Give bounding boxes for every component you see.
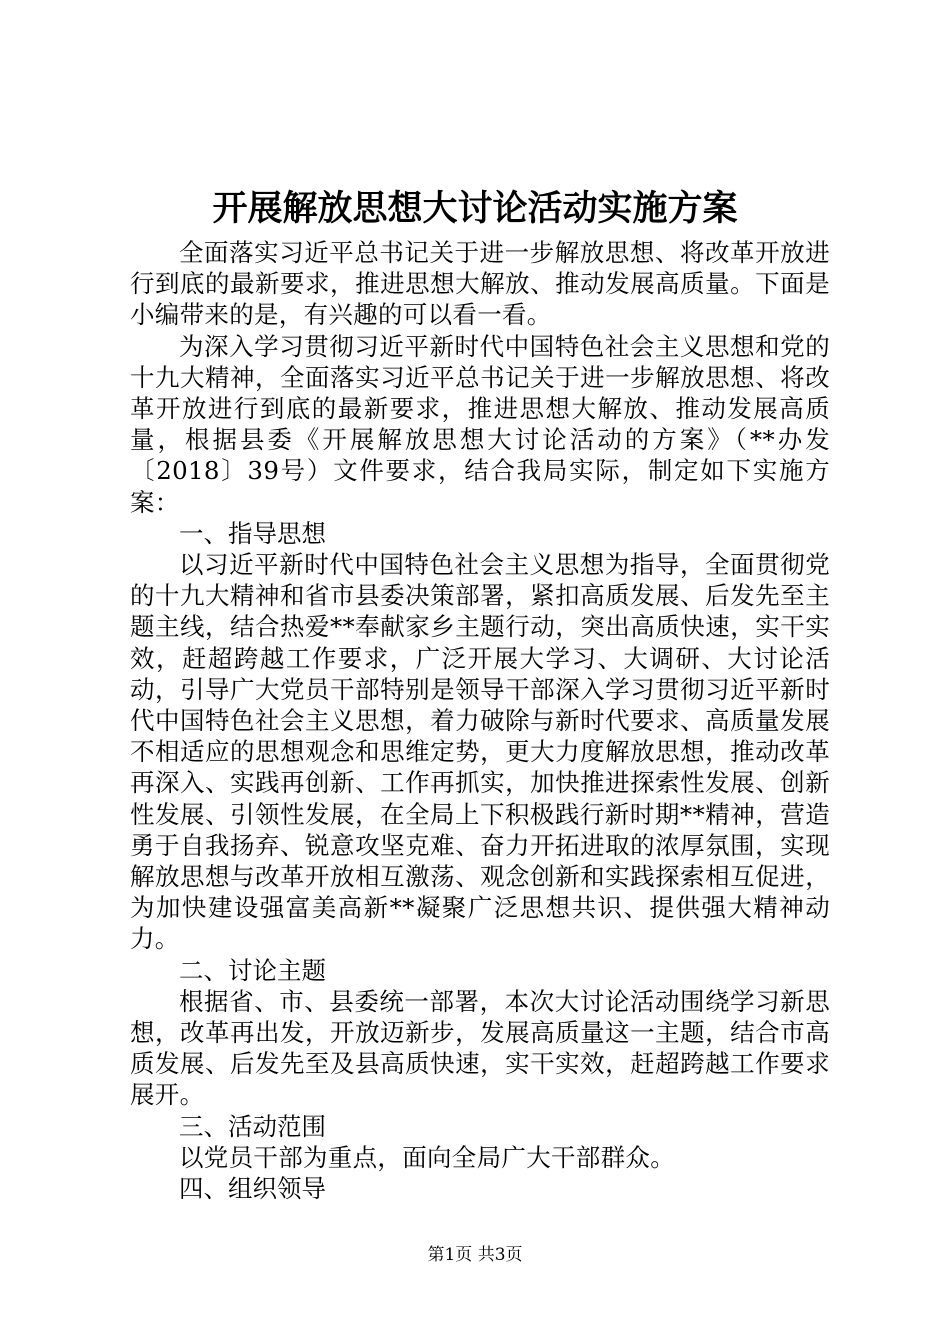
section-heading-organization: 四、组织领导 (179, 1174, 326, 1204)
purpose-paragraph: 为深入学习贯彻习近平新时代中国特色社会主义思想和党的十九大精神，全面落实习近平总书记关于进一步解放思想、将改革开放进行到底的最新要求，推进思想大解放、推动发展高质量，根据县委《开展解放思想大讨论活动的方案》（**办发〔2018〕39号）文件要求，结合我局实际，制定如下实施方案： (130, 331, 830, 517)
section-heading-guiding-thought: 一、指导思想 (179, 518, 326, 548)
section-heading-activity-scope: 三、活动范围 (179, 1111, 326, 1141)
activity-scope-paragraph: 以党员干部为重点，面向全局广大干部群众。 (179, 1142, 675, 1172)
document-body (130, 237, 830, 1204)
discussion-theme-paragraph: 根据省、市、县委统一部署，本次大讨论活动围绕学习新思想，改革再出发，开放迈新步，发展高质量这一主题，结合市高质发展、后发先至及县高质快速，实干实效，赶超跨越工作要求展开。 (130, 986, 830, 1110)
guiding-thought-paragraph: 以习近平新时代中国特色社会主义思想为指导，全面贯彻党的十九大精神和省市县委决策部署，紧扣高质发展、后发先至主题主线，结合热爱**奉献家乡主题行动，突出高质快速，实干实效，赶超跨越工作要求，广泛开展大学习、大调研、大讨论活动，引导广大党员干部特别是领导干部深入学习贯彻习近平新时代中国特色社会主义思想，着力破除与新时代要求、高质量发展不相适应的思想观念和思维定势，更大力度解放思想，推动改革再深入、实践再创新、工作再抓实，加快推进探索性发展、创新性发展、引领性发展，在全局上下积极践行新时期**精神，营造勇于自我扬弃、锐意攻坚克难、奋力开拓进取的浓厚氛围，实现解放思想与改革开放相互激荡、观念创新和实践探索相互促进，为加快建设强富美高新**凝聚广泛思想共识、提供强大精神动力。 (130, 550, 830, 954)
intro-paragraph: 全面落实习近平总书记关于进一步解放思想、将改革开放进行到底的最新要求，推进思想大解放、推动发展高质量。下面是小编带来的是，有兴趣的可以看一看。 (130, 238, 830, 330)
page-number-footer: 第1页 共3页 (427, 1245, 523, 1265)
section-heading-discussion-theme: 二、讨论主题 (179, 955, 326, 985)
document-title: 开展解放思想大讨论活动实施方案 (212, 188, 738, 229)
